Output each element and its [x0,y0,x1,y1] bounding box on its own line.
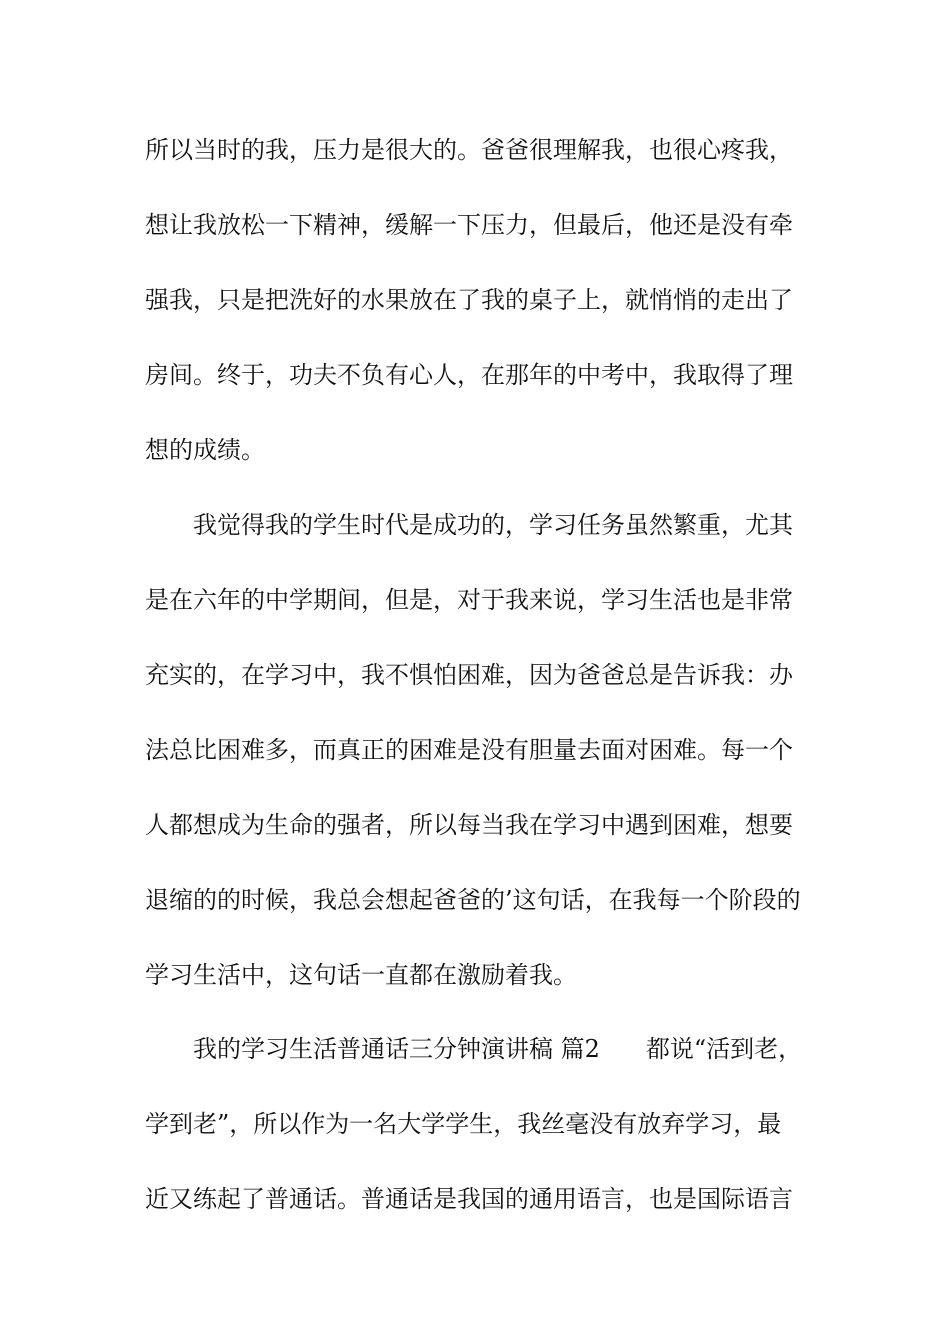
paragraph-line: 学习生活中，这句话一直都在激励着我。 [145,961,577,989]
paragraph-line: 想的成绩。 [145,436,265,464]
paragraph-line: 我觉得我的学生时代是成功的，学习任务虽然繁重，尤其 [193,511,793,539]
paragraph-line: 所以当时的我，压力是很大的。爸爸很理解我，也很心疼我， [145,136,793,164]
paragraph-line: 充实的，在学习中，我不惧怕困难，因为爸爸总是告诉我：办 [145,661,793,689]
section-heading: 我的学习生活普通话三分钟演讲稿 篇2 [193,1035,600,1063]
paragraph-line: 都说“活到老， [645,1035,803,1063]
paragraph-line: 想让我放松一下精神，缓解一下压力，但最后，他还是没有牵 [145,211,793,239]
paragraph-line: 人都想成为生命的强者，所以每当我在学习中遇到困难，想要 [145,811,793,839]
paragraph-line: 法总比困难多，而真正的困难是没有胆量去面对困难。每一个 [145,736,793,764]
paragraph-line: 近又练起了普通话。普通话是我国的通用语言，也是国际语言 [145,1185,793,1213]
paragraph-line: 强我，只是把洗好的水果放在了我的桌子上，就悄悄的走出了 [145,286,793,314]
paragraph-line: 学到老”，所以作为一名大学学生，我丝毫没有放弃学习，最 [145,1110,782,1138]
paragraph-line: 房间。终于，功夫不负有心人，在那年的中考中，我取得了理 [145,361,793,389]
paragraph-line: 退缩的的时候，我总会想起爸爸的’这句话，在我每一个阶段的 [145,886,801,914]
paragraph-line: 是在六年的中学期间，但是，对于我来说，学习生活也是非常 [145,586,793,614]
section-heading-row [193,1034,833,1064]
